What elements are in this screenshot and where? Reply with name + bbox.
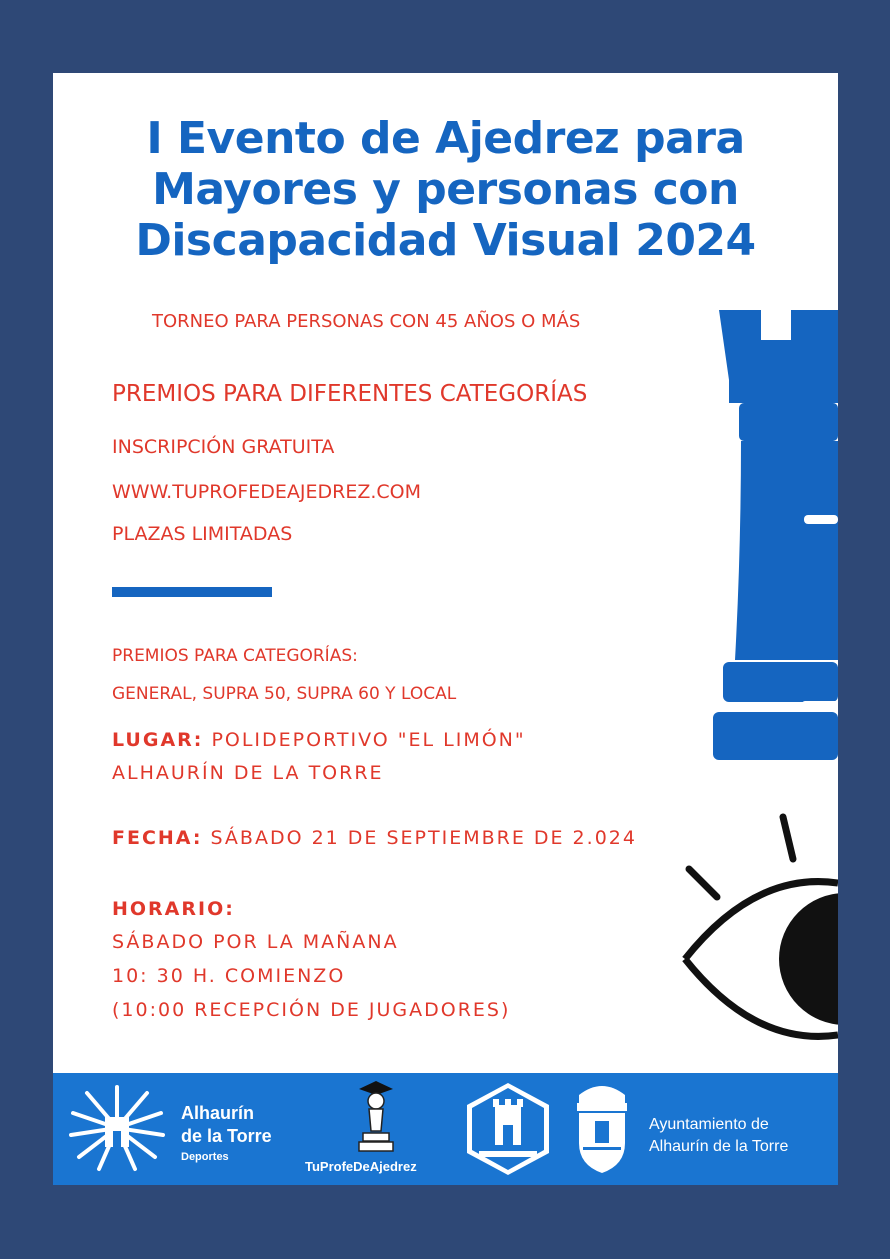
ayuntamiento-line-1: Ayuntamiento de (649, 1116, 769, 1133)
deportes-sub: Deportes (181, 1151, 229, 1163)
deportes-name-2: de la Torre (181, 1126, 272, 1146)
sun-castle-logo (67, 1083, 167, 1173)
chess-pawn-logo (353, 1081, 399, 1153)
title-line-1: I Evento de Ajedrez para (146, 113, 745, 164)
date-line (112, 827, 637, 849)
title-line-2: Mayores y personas con (152, 164, 739, 215)
categories-list: GENERAL, SUPRA 50, SUPRA 60 Y LOCAL (112, 684, 457, 704)
schedule-line-3: (10:00 RECEPCIÓN DE JUGADORES) (112, 999, 511, 1021)
tournament-subtitle: TORNEO PARA PERSONAS CON 45 AÑOS O MÁS (152, 311, 581, 332)
schedule-label-text: HORARIO: (112, 898, 235, 920)
categories-heading: PREMIOS PARA CATEGORÍAS: (112, 646, 358, 666)
website-link[interactable]: WWW.TUPROFEDEAJEDREZ.COM (112, 481, 422, 503)
prizes-different-categories: PREMIOS PARA DIFERENTES CATEGORÍAS (112, 381, 588, 407)
date-label: FECHA: (112, 827, 203, 849)
schedule-label (112, 898, 235, 920)
title-line-3: Discapacidad Visual 2024 (135, 215, 756, 266)
rook-icon (689, 310, 838, 764)
venue-value: POLIDEPORTIVO "EL LIMÓN" (211, 729, 526, 751)
free-registration: INSCRIPCIÓN GRATUITA (112, 436, 335, 458)
date-value: SÁBADO 21 DE SEPTIEMBRE DE 2.024 (210, 827, 637, 849)
schedule-line-1: SÁBADO POR LA MAÑANA (112, 931, 399, 953)
sponsors-footer (53, 1073, 838, 1185)
venue-town: ALHAURÍN DE LA TORRE (112, 762, 384, 784)
deportes-name-1: Alhaurín (181, 1103, 255, 1123)
tuprofe-label: TuProfeDeAjedrez (305, 1159, 417, 1174)
venue-label: LUGAR: (112, 729, 204, 751)
eye-icon (675, 811, 838, 1051)
coat-of-arms-logo (573, 1081, 631, 1177)
club-badge-logo (465, 1081, 551, 1177)
venue-line (112, 729, 526, 751)
categories-section (112, 637, 456, 713)
event-title (53, 113, 838, 266)
section-divider (112, 587, 272, 597)
ayuntamiento-line-2: Alhaurín de la Torre (649, 1138, 789, 1155)
poster (53, 73, 838, 1185)
schedule-line-2: 10: 30 H. COMIENZO (112, 965, 346, 987)
limited-places: PLAZAS LIMITADAS (112, 523, 293, 545)
